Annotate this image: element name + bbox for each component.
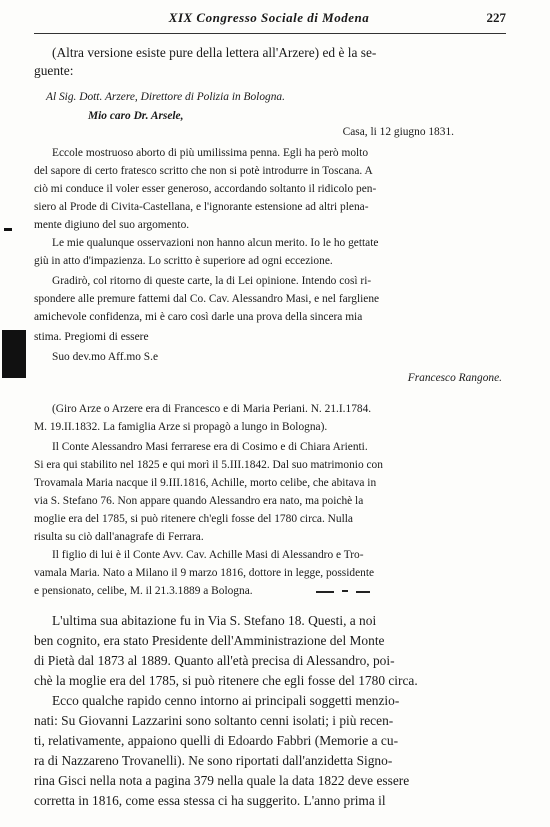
intro-line: guente: <box>34 63 74 78</box>
note-line: via S. Stefano 76. Non appare quando Alessandro era nato, ma poichè la <box>34 495 364 507</box>
note-line: Trovamala Maria nacque il 9.III.1816, Achille, morto celibe, che abitava in <box>34 477 377 489</box>
note-line: Si era qui stabilito nel 1825 e qui morì il 5.III.1842. Dal suo matrimonio con <box>34 459 383 471</box>
letter-line: stima. Pregiomi di essere <box>34 331 149 343</box>
scan-artifact <box>4 228 12 231</box>
body-line: Ecco qualche rapido cenno intorno ai principali soggetti menzio- <box>52 693 400 708</box>
intro-line: (Altra versione esiste pure della lettera all'Arzere) ed è la se- <box>52 45 377 60</box>
letter-line: ciò mi conduce il voler esser generoso, accordando soltanto il ridicolo pen- <box>34 183 377 195</box>
note-line: risulta su ciò dall'anagrafe di Ferrara. <box>34 531 204 543</box>
body-line: ti, relativamente, appaiono quelli di Edoardo Fabbri (Memorie a cu- <box>34 733 399 748</box>
body-line: ben cognito, era stato Presidente dell'Amministrazione del Monte <box>34 633 385 648</box>
letter-line: del sapore di certo fratesco scritto che non si potè introdurre in Toscana. A <box>34 165 373 177</box>
scan-artifact <box>316 591 334 593</box>
body-line: chè la moglie era del 1785, si può ritenere che egli fosse del 1780 circa. <box>34 673 418 688</box>
letter-line: Le mie qualunque osservazioni non hanno alcun merito. Io le ho gettate <box>52 237 379 249</box>
running-header <box>32 10 506 30</box>
note-line: Il figlio di lui è il Conte Avv. Cav. Achille Masi di Alessandro e Tro- <box>52 549 364 561</box>
letter-line: Eccole mostruoso aborto di più umilissima penna. Egli ha però molto <box>52 147 369 159</box>
body-line: nati: Su Giovanni Lazzarini sono soltanto cenni isolati; i più recen- <box>34 713 394 728</box>
letter-line: spondere alle premure fattemi dal Co. Cav. Alessandro Masi, e nel fargliene <box>34 293 380 305</box>
letter-line: Suo dev.mo Aff.mo S.e <box>52 351 158 363</box>
scan-artifact <box>2 330 26 378</box>
body-line: L'ultima sua abitazione fu in Via S. Stefano 18. Questi, a noi <box>52 613 377 628</box>
signature: Francesco Rangone. <box>407 372 502 384</box>
running-title: XIX Congresso Sociale di Modena <box>168 10 370 25</box>
note-line: Il Conte Alessandro Masi ferrarese era di Cosimo e di Chiara Arienti. <box>52 441 368 453</box>
scan-artifact <box>356 591 370 593</box>
letter-salutation: Mio caro Dr. Arsele, <box>88 110 184 122</box>
letter-line: Gradirò, col ritorno di queste carte, la di Lei opinione. Intendo così ri- <box>52 275 372 287</box>
note-line: e pensionato, celibe, M. il 21.3.1889 a Bologna. <box>34 585 253 597</box>
page-number: 227 <box>486 10 506 25</box>
note-line: vamala Maria. Nato a Milano il 9 marzo 1816, dottore in legge, possidente <box>34 567 375 579</box>
header-rule <box>34 33 506 34</box>
body-line: ra di Nazzareno Trovanelli). Ne sono riportati dall'anzidetta Signo- <box>34 753 393 768</box>
body-line: rina Gisci nella nota a pagina 379 nella quale la data 1822 deve essere <box>34 773 410 788</box>
note-line: moglie era del 1785, si può ritenere ch'egli fosse del 1780 circa. Nulla <box>34 513 353 525</box>
scan-artifact <box>342 590 348 592</box>
body-line: corretta in 1816, come essa stessa ci ha suggerito. L'anno prima il <box>34 793 386 808</box>
letter-line: siero al Prode di Civita-Castellana, e l'ignorante estensione ad altri plena- <box>34 201 369 213</box>
letter-line: mente digiuno del suo argomento. <box>34 219 190 231</box>
letter-line: giù in atto d'impazienza. Lo scritto è superiore ad ogni eccezione. <box>34 255 333 267</box>
note-line: M. 19.II.1832. La famiglia Arze si propagò a lungo in Bologna). <box>34 421 328 433</box>
body-line: di Pietà dal 1873 al 1889. Quanto all'età precisa di Alessandro, poi- <box>34 653 395 668</box>
note-line: (Giro Arze o Arzere era di Francesco e di Maria Periani. N. 21.I.1784. <box>52 403 372 415</box>
letter-line: amichevole confidenza, mi è caro così darle una prova della sincera mia <box>34 311 363 323</box>
letter-date: Casa, li 12 giugno 1831. <box>342 126 454 138</box>
letter-address: Al Sig. Dott. Arzere, Direttore di Polizia in Bologna. <box>46 91 285 103</box>
